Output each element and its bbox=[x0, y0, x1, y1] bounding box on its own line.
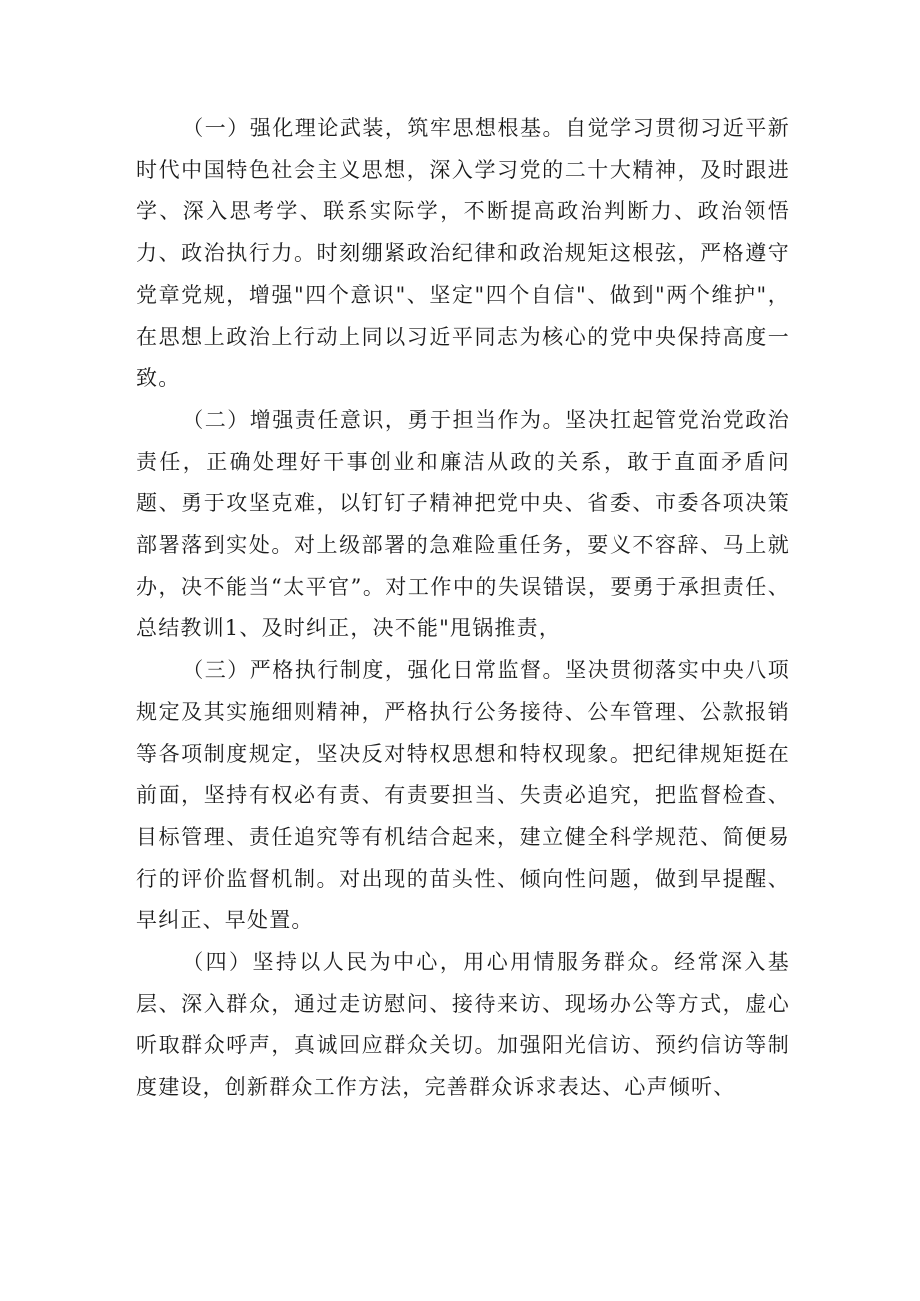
document-body bbox=[0, 108, 920, 1109]
paragraph-2: （二）增强责任意识，勇于担当作为。坚决扛起管党治党政治责任，正确处理好干事创业和廉洁从政的关系，敢于直面矛盾问题、勇于攻坚克难，以钉钉子精神把党中央、省委、市委各项决策部署落到实处。对上级部署的急难险重任务，要义不容辞、马上就办，决不能当“太平官”。对工作中的失误错误，要勇于承担责任、总结教训1、及时纠正，决不能"甩锅推责， bbox=[136, 407, 790, 641]
paragraph-4: （四）坚持以人民为中心，用心用情服务群众。经常深入基层、深入群众，通过走访慰问、接待来访、现场办公等方式，虚心听取群众呼声，真诚回应群众关切。加强阳光信访、预约信访等制度建设，创新群众工作方法，完善群众诉求表达、心声倾听、 bbox=[136, 950, 790, 1100]
paragraph-3: （三）严格执行制度，强化日常监督。坚决贯彻落实中央八项规定及其实施细则精神，严格执行公务接待、公车管理、公款报销等各项制度规定，坚决反对特权思想和特权现象。把纪律规矩挺在前面，坚持有权必有责、有责要担当、失责必追究，把监督检查、目标管理、责任追究等有机结合起来，建立健全科学规范、简便易行的评价监督机制。对出现的苗头性、倾向性问题，做到早提醒、早纠正、早处置。 bbox=[136, 658, 790, 933]
paragraph-1: （一）强化理论武装，筑牢思想根基。自觉学习贯彻习近平新时代中国特色社会主义思想，深入学习党的二十大精神，及时跟进学、深入思考学、联系实际学，不断提高政治判断力、政治领悟力、政治执行力。时刻绷紧政治纪律和政治规矩这根弦，严格遵守党章党规，增强"四个意识"、坚定"四个自信"、做到"两个维护"，在思想上政治上行动上同以习近平同志为核心的党中央保持高度一致。 bbox=[136, 116, 790, 391]
